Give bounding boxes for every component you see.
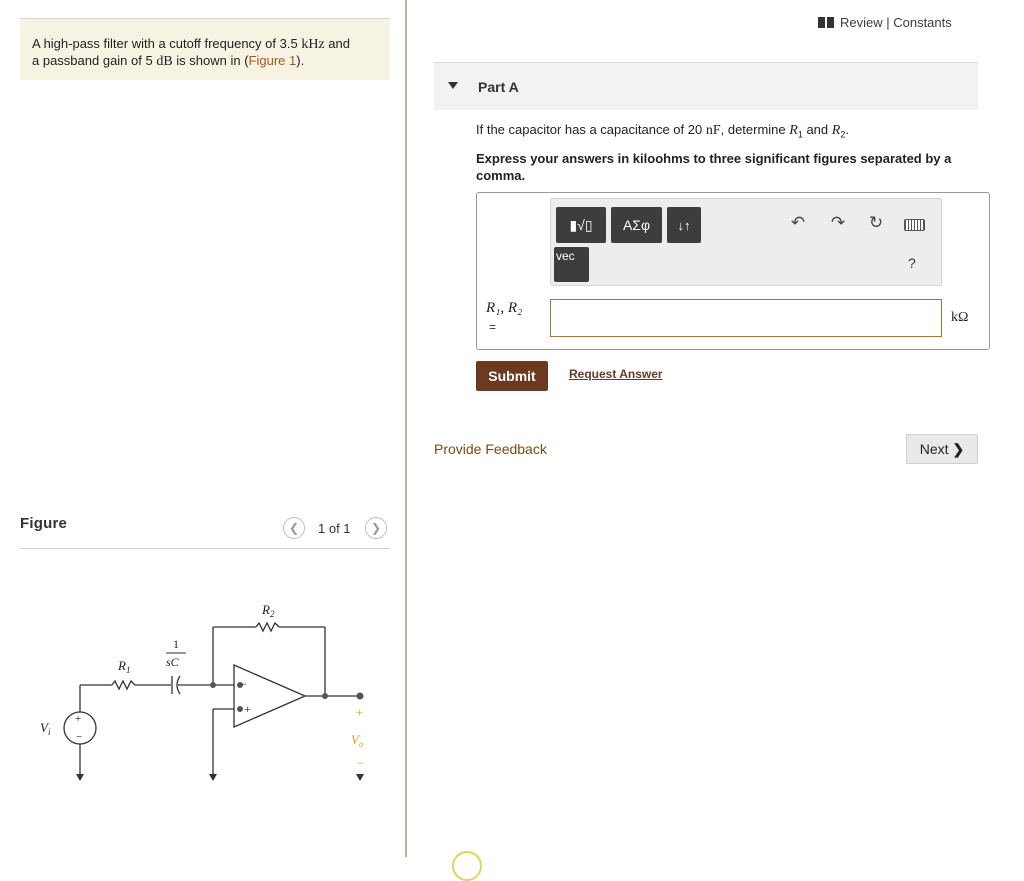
problem-line-2: a passband gain of 5 dB is shown in (Figure 1). [32, 53, 305, 69]
figure-next-button[interactable] [365, 517, 387, 539]
cap-numerator: 1 [173, 637, 179, 651]
help-button[interactable]: ? [908, 255, 916, 271]
source-minus: − [76, 731, 83, 743]
source-plus: + [75, 713, 82, 725]
cap-denominator: sC [166, 655, 179, 669]
templates-button[interactable]: ▮√▯ [556, 207, 606, 243]
greek-symbols-button[interactable]: ΑΣφ [611, 207, 662, 243]
review-constants[interactable] [818, 15, 952, 30]
resistor-r1 [112, 681, 135, 689]
answer-instruction: Express your answers in kiloohms to three significant figures separated by a comma. [476, 151, 952, 183]
resistor-r2 [256, 623, 279, 631]
redo-icon[interactable]: ↷ [830, 213, 846, 232]
vi-label: $V_i$ [40, 720, 51, 737]
figure-prev-button[interactable] [283, 517, 305, 539]
chevron-left-icon: ❮ [288, 521, 300, 535]
next-label: Next [919, 441, 949, 457]
book-icon [818, 17, 834, 28]
review-constants-label: Review | Constants [840, 15, 952, 30]
request-answer-link[interactable]: Request Answer [569, 367, 663, 381]
next-button[interactable] [906, 434, 978, 464]
column-divider[interactable] [405, 0, 407, 857]
partial-circle-icon [452, 851, 482, 881]
vo-label: $V_o$ [351, 732, 364, 749]
problem-line-1: A high-pass filter with a cutoff frequency of 3.5 kHz and [32, 36, 350, 52]
reset-icon[interactable]: ↻ [868, 213, 884, 232]
vo-plus: + [356, 705, 363, 719]
answer-unit: kΩ [951, 310, 969, 325]
problem-statement [20, 18, 390, 80]
figure-label: Figure [20, 515, 68, 532]
circuit-diagram [0, 590, 400, 790]
figure-link[interactable]: Figure 1 [248, 53, 297, 68]
submit-button[interactable]: Submit [476, 361, 548, 391]
part-title: Part A [478, 79, 519, 95]
opamp-minus: − [240, 677, 247, 691]
figure-divider [20, 548, 390, 549]
r2-label: $R_2$ [262, 602, 275, 619]
math-toolbar [550, 198, 942, 286]
provide-feedback-link[interactable]: Provide Feedback [434, 441, 547, 457]
chevron-right-icon: ❯ [952, 440, 965, 457]
collapse-triangle-icon[interactable] [448, 82, 458, 89]
op-amp [234, 665, 305, 727]
opamp-plus: + [244, 702, 251, 716]
figure-pager-text: 1 of 1 [318, 521, 351, 536]
answer-equals: = [489, 320, 497, 334]
answer-input[interactable] [550, 299, 942, 337]
chevron-right-icon: ❯ [370, 521, 382, 535]
undo-icon[interactable]: ↶ [790, 213, 806, 232]
vec-button[interactable]: vec [554, 247, 589, 282]
vo-minus: − [357, 756, 364, 770]
question-text: If the capacitor has a capacitance of 20 nF, determine $R_1$ and $R_2$. [476, 122, 849, 140]
sub-superscript-button[interactable]: ↓↑ [667, 207, 701, 243]
r1-label: $R_1$ [118, 658, 131, 675]
answer-variable-label: R₁, R₂ [486, 300, 523, 316]
keyboard-icon[interactable] [904, 219, 925, 231]
